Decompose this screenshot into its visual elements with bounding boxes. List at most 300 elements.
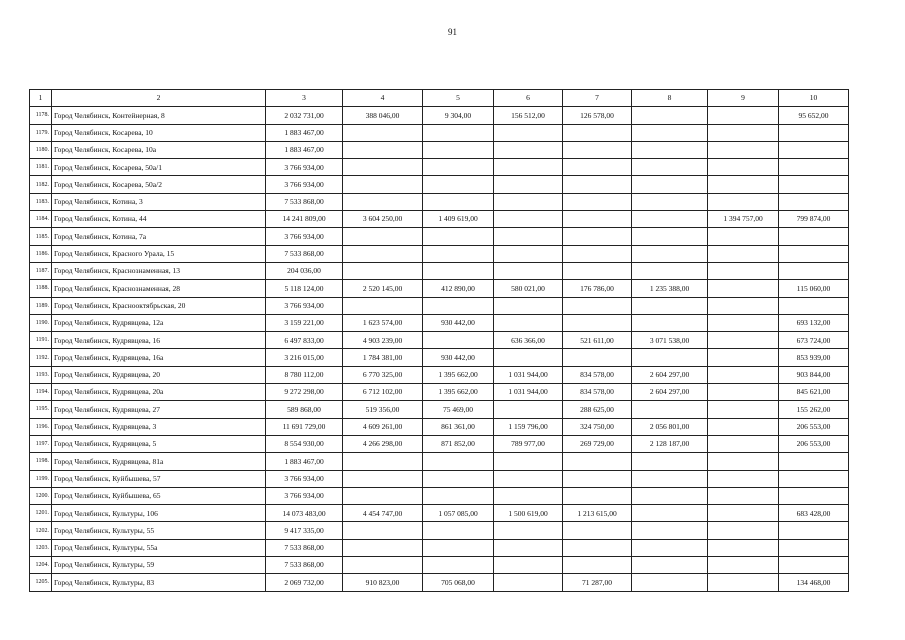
amount-cell — [423, 262, 494, 279]
amount-cell — [779, 228, 849, 245]
amount-cell — [494, 314, 563, 331]
amount-cell: 853 939,00 — [779, 349, 849, 366]
amount-cell — [563, 539, 632, 556]
table-row — [30, 418, 849, 435]
amount-cell — [343, 539, 423, 556]
amount-cell: 789 977,00 — [494, 435, 563, 452]
column-header-10: 10 — [779, 90, 849, 107]
data-table — [29, 89, 849, 592]
amount-cell: 388 046,00 — [343, 107, 423, 124]
row-number-cell: 1205. — [30, 574, 52, 591]
amount-cell: 3 766 934,00 — [266, 297, 343, 314]
amount-cell — [494, 245, 563, 262]
address-cell: Город Челябинск, Краснознаменная, 13 — [52, 262, 266, 279]
amount-cell — [779, 159, 849, 176]
row-number-cell: 1199. — [30, 470, 52, 487]
address-cell: Город Челябинск, Культуры, 106 — [52, 505, 266, 522]
amount-cell: 7 533 868,00 — [266, 557, 343, 574]
column-header-8: 8 — [632, 90, 708, 107]
amount-cell: 2 604 297,00 — [632, 384, 708, 401]
amount-cell: 2 069 732,00 — [266, 574, 343, 591]
amount-cell — [708, 384, 779, 401]
amount-cell — [779, 557, 849, 574]
amount-cell — [494, 159, 563, 176]
table-row — [30, 435, 849, 452]
row-number-cell: 1184. — [30, 211, 52, 228]
amount-cell: 1 395 662,00 — [423, 384, 494, 401]
amount-cell: 1 031 944,00 — [494, 384, 563, 401]
amount-cell — [779, 176, 849, 193]
amount-cell: 8 554 930,00 — [266, 435, 343, 452]
amount-cell: 14 241 809,00 — [266, 211, 343, 228]
amount-cell — [708, 124, 779, 141]
amount-cell: 8 780 112,00 — [266, 366, 343, 383]
amount-cell: 206 553,00 — [779, 435, 849, 452]
row-number-cell: 1188. — [30, 280, 52, 297]
amount-cell — [343, 176, 423, 193]
amount-cell — [343, 487, 423, 504]
address-cell: Город Челябинск, Котина, 44 — [52, 211, 266, 228]
amount-cell — [563, 245, 632, 262]
row-number-cell: 1194. — [30, 384, 52, 401]
amount-cell — [494, 124, 563, 141]
amount-cell: 9 304,00 — [423, 107, 494, 124]
amount-cell: 134 468,00 — [779, 574, 849, 591]
address-cell: Город Челябинск, Косарева, 10 — [52, 124, 266, 141]
amount-cell: 834 578,00 — [563, 366, 632, 383]
amount-cell — [494, 297, 563, 314]
amount-cell: 2 128 187,00 — [632, 435, 708, 452]
address-cell: Город Челябинск, Кудрявцева, 16 — [52, 332, 266, 349]
address-cell: Город Челябинск, Культуры, 59 — [52, 557, 266, 574]
amount-cell: 75 469,00 — [423, 401, 494, 418]
amount-cell: 115 060,00 — [779, 280, 849, 297]
amount-cell — [779, 470, 849, 487]
amount-cell: 1 409 619,00 — [423, 211, 494, 228]
amount-cell — [779, 245, 849, 262]
column-header-9: 9 — [708, 90, 779, 107]
table-row — [30, 262, 849, 279]
amount-cell — [708, 366, 779, 383]
row-number-cell: 1186. — [30, 245, 52, 262]
amount-cell: 910 823,00 — [343, 574, 423, 591]
amount-cell: 845 621,00 — [779, 384, 849, 401]
amount-cell — [632, 211, 708, 228]
table-row — [30, 141, 849, 158]
amount-cell: 580 021,00 — [494, 280, 563, 297]
amount-cell — [708, 349, 779, 366]
amount-cell — [632, 193, 708, 210]
amount-cell — [708, 262, 779, 279]
row-number-cell: 1181. — [30, 159, 52, 176]
amount-cell: 3 766 934,00 — [266, 470, 343, 487]
amount-cell: 636 366,00 — [494, 332, 563, 349]
amount-cell: 1 159 796,00 — [494, 418, 563, 435]
amount-cell: 4 454 747,00 — [343, 505, 423, 522]
amount-cell — [708, 280, 779, 297]
row-number-cell: 1179. — [30, 124, 52, 141]
amount-cell — [708, 418, 779, 435]
amount-cell: 799 874,00 — [779, 211, 849, 228]
amount-cell — [494, 539, 563, 556]
amount-cell: 2 520 145,00 — [343, 280, 423, 297]
amount-cell — [563, 349, 632, 366]
table-row — [30, 470, 849, 487]
amount-cell: 3 604 250,00 — [343, 211, 423, 228]
table-row — [30, 176, 849, 193]
amount-cell — [343, 522, 423, 539]
amount-cell: 1 623 574,00 — [343, 314, 423, 331]
amount-cell — [632, 159, 708, 176]
amount-cell — [708, 487, 779, 504]
amount-cell: 9 417 335,00 — [266, 522, 343, 539]
amount-cell: 9 272 298,00 — [266, 384, 343, 401]
column-header-5: 5 — [423, 90, 494, 107]
table-row — [30, 193, 849, 210]
amount-cell — [563, 297, 632, 314]
address-cell: Город Челябинск, Кудрявцева, 5 — [52, 435, 266, 452]
row-number-cell: 1202. — [30, 522, 52, 539]
table-row — [30, 401, 849, 418]
column-header-1: 1 — [30, 90, 52, 107]
amount-cell — [708, 522, 779, 539]
row-number-cell: 1204. — [30, 557, 52, 574]
table-row — [30, 557, 849, 574]
amount-cell — [779, 262, 849, 279]
amount-cell — [494, 262, 563, 279]
amount-cell: 176 786,00 — [563, 280, 632, 297]
amount-cell — [632, 470, 708, 487]
address-cell: Город Челябинск, Косарева, 50а/1 — [52, 159, 266, 176]
amount-cell: 834 578,00 — [563, 384, 632, 401]
amount-cell: 1 883 467,00 — [266, 141, 343, 158]
amount-cell — [708, 141, 779, 158]
amount-cell — [563, 314, 632, 331]
amount-cell — [779, 522, 849, 539]
amount-cell: 903 844,00 — [779, 366, 849, 383]
table-row — [30, 124, 849, 141]
amount-cell: 871 852,00 — [423, 435, 494, 452]
address-cell: Город Челябинск, Кудрявцева, 12а — [52, 314, 266, 331]
table-row — [30, 211, 849, 228]
amount-cell: 930 442,00 — [423, 349, 494, 366]
amount-cell — [343, 297, 423, 314]
amount-cell — [494, 574, 563, 591]
address-cell: Город Челябинск, Кудрявцева, 20 — [52, 366, 266, 383]
row-number-cell: 1198. — [30, 453, 52, 470]
amount-cell — [343, 124, 423, 141]
amount-cell — [632, 453, 708, 470]
amount-cell: 1 395 662,00 — [423, 366, 494, 383]
table-row — [30, 297, 849, 314]
amount-cell: 7 533 868,00 — [266, 245, 343, 262]
amount-cell — [708, 435, 779, 452]
address-cell: Город Челябинск, Куйбышева, 57 — [52, 470, 266, 487]
amount-cell — [343, 141, 423, 158]
row-number-cell: 1189. — [30, 297, 52, 314]
amount-cell — [632, 487, 708, 504]
amount-cell — [423, 487, 494, 504]
amount-cell — [343, 557, 423, 574]
amount-cell — [632, 539, 708, 556]
amount-cell — [423, 297, 494, 314]
amount-cell — [708, 228, 779, 245]
row-number-cell: 1196. — [30, 418, 52, 435]
row-number-cell: 1178. — [30, 107, 52, 124]
amount-cell — [423, 193, 494, 210]
amount-cell — [494, 522, 563, 539]
amount-cell: 126 578,00 — [563, 107, 632, 124]
row-number-cell: 1180. — [30, 141, 52, 158]
amount-cell: 1 031 944,00 — [494, 366, 563, 383]
table-row — [30, 539, 849, 556]
amount-cell: 155 262,00 — [779, 401, 849, 418]
amount-cell — [779, 453, 849, 470]
amount-cell — [343, 262, 423, 279]
amount-cell — [708, 574, 779, 591]
amount-cell — [708, 314, 779, 331]
amount-cell — [423, 141, 494, 158]
amount-cell — [779, 539, 849, 556]
amount-cell — [563, 211, 632, 228]
amount-cell — [563, 453, 632, 470]
amount-cell: 288 625,00 — [563, 401, 632, 418]
amount-cell — [708, 159, 779, 176]
amount-cell — [779, 141, 849, 158]
amount-cell — [632, 574, 708, 591]
row-number-cell: 1203. — [30, 539, 52, 556]
amount-cell: 519 356,00 — [343, 401, 423, 418]
amount-cell — [632, 522, 708, 539]
amount-cell — [343, 453, 423, 470]
amount-cell — [632, 262, 708, 279]
amount-cell: 4 266 298,00 — [343, 435, 423, 452]
amount-cell — [563, 487, 632, 504]
amount-cell — [779, 124, 849, 141]
amount-cell: 1 784 381,00 — [343, 349, 423, 366]
amount-cell: 693 132,00 — [779, 314, 849, 331]
amount-cell — [632, 314, 708, 331]
table-row — [30, 487, 849, 504]
amount-cell — [494, 349, 563, 366]
amount-cell — [563, 470, 632, 487]
row-number-cell: 1185. — [30, 228, 52, 245]
amount-cell: 1 213 615,00 — [563, 505, 632, 522]
amount-cell — [632, 557, 708, 574]
row-number-cell: 1192. — [30, 349, 52, 366]
address-cell: Город Челябинск, Культуры, 55а — [52, 539, 266, 556]
column-header-4: 4 — [343, 90, 423, 107]
amount-cell — [343, 228, 423, 245]
amount-cell: 3 766 934,00 — [266, 159, 343, 176]
amount-cell — [343, 193, 423, 210]
amount-cell: 3 216 015,00 — [266, 349, 343, 366]
amount-cell — [563, 124, 632, 141]
amount-cell — [563, 193, 632, 210]
amount-cell: 206 553,00 — [779, 418, 849, 435]
amount-cell: 4 903 239,00 — [343, 332, 423, 349]
page-number: 91 — [448, 27, 457, 37]
address-cell: Город Челябинск, Контейнерная, 8 — [52, 107, 266, 124]
address-cell: Город Челябинск, Кудрявцева, 3 — [52, 418, 266, 435]
amount-cell: 204 036,00 — [266, 262, 343, 279]
amount-cell: 2 056 801,00 — [632, 418, 708, 435]
amount-cell — [494, 228, 563, 245]
row-number-cell: 1190. — [30, 314, 52, 331]
amount-cell — [708, 401, 779, 418]
amount-cell — [563, 159, 632, 176]
address-cell: Город Челябинск, Кудрявцева, 16а — [52, 349, 266, 366]
amount-cell: 7 533 868,00 — [266, 539, 343, 556]
amount-cell: 3 159 221,00 — [266, 314, 343, 331]
amount-cell — [708, 453, 779, 470]
address-cell: Город Челябинск, Куйбышева, 65 — [52, 487, 266, 504]
amount-cell — [423, 539, 494, 556]
amount-cell — [423, 522, 494, 539]
amount-cell — [423, 124, 494, 141]
amount-cell — [494, 453, 563, 470]
amount-cell — [632, 124, 708, 141]
address-cell: Город Челябинск, Котина, 7а — [52, 228, 266, 245]
row-number-cell: 1182. — [30, 176, 52, 193]
amount-cell: 2 032 731,00 — [266, 107, 343, 124]
address-cell: Город Челябинск, Кудрявцева, 27 — [52, 401, 266, 418]
amount-cell — [779, 487, 849, 504]
address-cell: Город Челябинск, Котина, 3 — [52, 193, 266, 210]
table-row — [30, 453, 849, 470]
table-row — [30, 384, 849, 401]
amount-cell: 4 609 261,00 — [343, 418, 423, 435]
amount-cell — [632, 245, 708, 262]
amount-cell: 3 071 538,00 — [632, 332, 708, 349]
amount-cell — [708, 539, 779, 556]
amount-cell: 1 394 757,00 — [708, 211, 779, 228]
amount-cell — [563, 522, 632, 539]
row-number-cell: 1191. — [30, 332, 52, 349]
address-cell: Город Челябинск, Красного Урала, 15 — [52, 245, 266, 262]
amount-cell — [632, 349, 708, 366]
amount-cell: 71 287,00 — [563, 574, 632, 591]
address-cell: Город Челябинск, Косарева, 10а — [52, 141, 266, 158]
address-cell: Город Челябинск, Культуры, 83 — [52, 574, 266, 591]
amount-cell: 705 068,00 — [423, 574, 494, 591]
amount-cell — [423, 470, 494, 487]
amount-cell — [779, 297, 849, 314]
address-cell: Город Челябинск, Кудрявцева, 81а — [52, 453, 266, 470]
amount-cell: 14 073 483,00 — [266, 505, 343, 522]
amount-cell: 412 890,00 — [423, 280, 494, 297]
table-row — [30, 522, 849, 539]
amount-cell — [423, 453, 494, 470]
amount-cell: 5 118 124,00 — [266, 280, 343, 297]
amount-cell — [632, 107, 708, 124]
amount-cell — [708, 505, 779, 522]
amount-cell — [343, 159, 423, 176]
amount-cell — [563, 228, 632, 245]
amount-cell: 683 428,00 — [779, 505, 849, 522]
row-number-cell: 1195. — [30, 401, 52, 418]
table-row — [30, 107, 849, 124]
table-row — [30, 349, 849, 366]
amount-cell — [423, 176, 494, 193]
amount-cell — [563, 557, 632, 574]
address-cell: Город Челябинск, Краснооктябрьская, 20 — [52, 297, 266, 314]
table-row — [30, 366, 849, 383]
amount-cell — [423, 557, 494, 574]
amount-cell: 3 766 934,00 — [266, 176, 343, 193]
amount-cell — [423, 332, 494, 349]
amount-cell — [708, 193, 779, 210]
amount-cell: 1 235 388,00 — [632, 280, 708, 297]
row-number-cell: 1201. — [30, 505, 52, 522]
amount-cell — [423, 245, 494, 262]
amount-cell: 6 497 833,00 — [266, 332, 343, 349]
amount-cell — [708, 470, 779, 487]
amount-cell: 1 883 467,00 — [266, 453, 343, 470]
row-number-cell: 1200. — [30, 487, 52, 504]
amount-cell — [494, 193, 563, 210]
amount-cell: 930 442,00 — [423, 314, 494, 331]
row-number-cell: 1193. — [30, 366, 52, 383]
table-row — [30, 332, 849, 349]
amount-cell — [708, 332, 779, 349]
amount-cell — [343, 245, 423, 262]
column-header-3: 3 — [266, 90, 343, 107]
table-row — [30, 159, 849, 176]
row-number-cell: 1183. — [30, 193, 52, 210]
amount-cell — [494, 176, 563, 193]
address-cell: Город Челябинск, Косарева, 50а/2 — [52, 176, 266, 193]
amount-cell: 156 512,00 — [494, 107, 563, 124]
table-row — [30, 574, 849, 591]
amount-cell: 324 750,00 — [563, 418, 632, 435]
amount-cell — [563, 262, 632, 279]
amount-cell: 589 868,00 — [266, 401, 343, 418]
amount-cell: 1 500 619,00 — [494, 505, 563, 522]
amount-cell: 7 533 868,00 — [266, 193, 343, 210]
amount-cell: 2 604 297,00 — [632, 366, 708, 383]
amount-cell — [494, 211, 563, 228]
amount-cell: 1 883 467,00 — [266, 124, 343, 141]
address-cell: Город Челябинск, Культуры, 55 — [52, 522, 266, 539]
amount-cell: 95 652,00 — [779, 107, 849, 124]
amount-cell — [708, 557, 779, 574]
address-cell: Город Челябинск, Кудрявцева, 20а — [52, 384, 266, 401]
table-row — [30, 245, 849, 262]
amount-cell — [632, 297, 708, 314]
amount-cell: 6 770 325,00 — [343, 366, 423, 383]
amount-cell — [343, 470, 423, 487]
amount-cell — [632, 176, 708, 193]
table-row — [30, 280, 849, 297]
row-number-cell: 1187. — [30, 262, 52, 279]
table-header-row — [30, 90, 849, 107]
amount-cell — [563, 141, 632, 158]
amount-cell: 673 724,00 — [779, 332, 849, 349]
amount-cell: 3 766 934,00 — [266, 487, 343, 504]
amount-cell — [708, 176, 779, 193]
amount-cell: 3 766 934,00 — [266, 228, 343, 245]
amount-cell — [632, 141, 708, 158]
amount-cell — [708, 297, 779, 314]
amount-cell: 269 729,00 — [563, 435, 632, 452]
amount-cell — [423, 228, 494, 245]
address-cell: Город Челябинск, Краснознаменная, 28 — [52, 280, 266, 297]
amount-cell — [494, 401, 563, 418]
amount-cell: 6 712 102,00 — [343, 384, 423, 401]
amount-cell — [494, 557, 563, 574]
column-header-6: 6 — [494, 90, 563, 107]
